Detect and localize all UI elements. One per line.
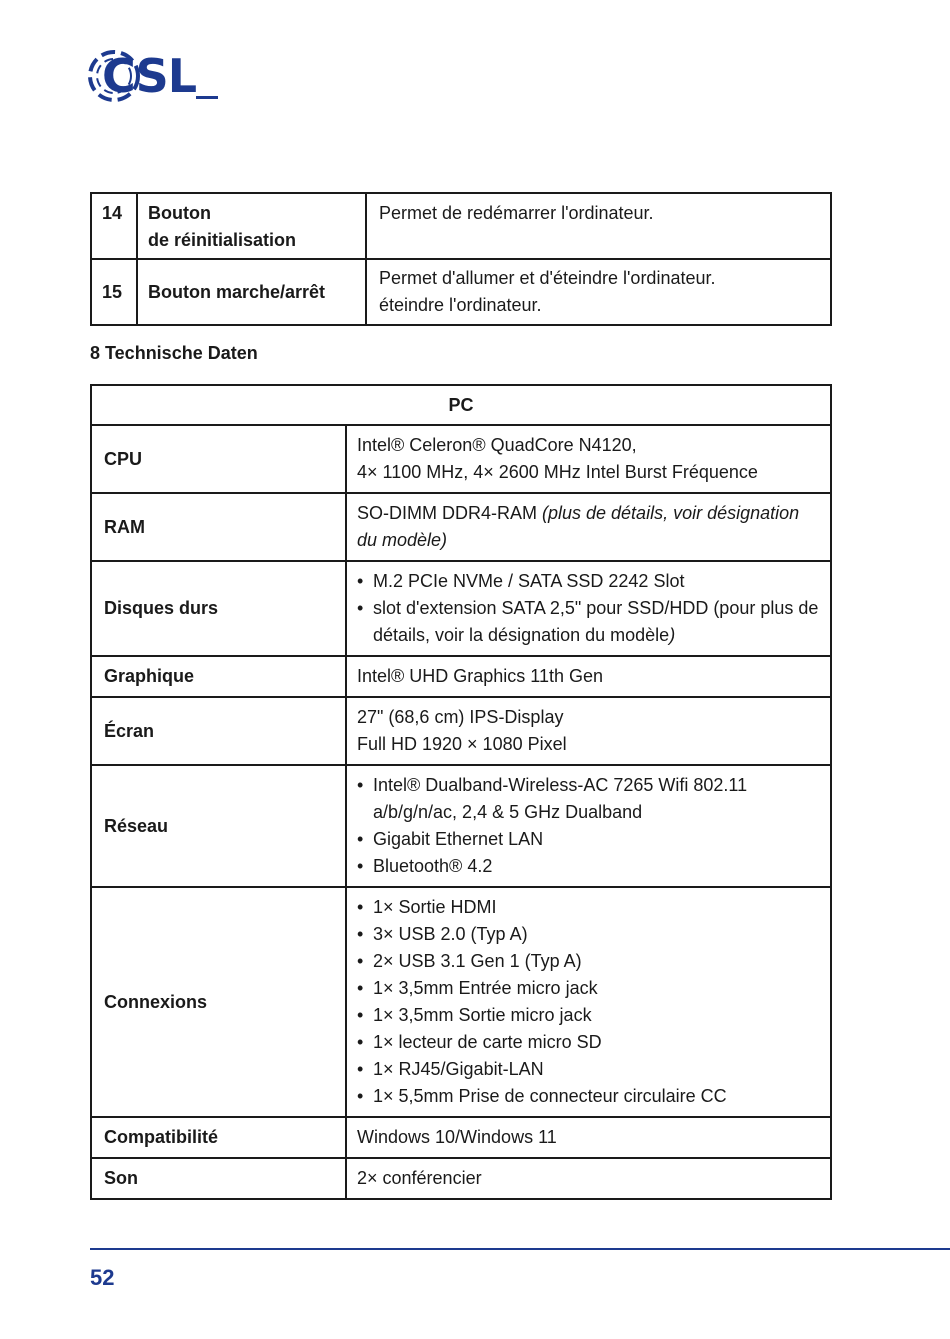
- spec-row-disks: [91, 561, 831, 656]
- list-item: • 1× RJ45/Gigabit-LAN: [357, 1056, 820, 1083]
- spec-value: 2× conférencier: [346, 1158, 831, 1199]
- list-item: • 2× USB 3.1 Gen 1 (Typ A): [357, 948, 820, 975]
- row-description: [366, 259, 831, 325]
- spec-value: [346, 561, 831, 656]
- list-item: • 3× USB 2.0 (Typ A): [357, 921, 820, 948]
- list-item-text: slot d'extension SATA 2,5" pour SSD/HDD (pour plus de détails, voir la désignation du modèle: [373, 598, 819, 645]
- spec-value-note: (plus de détails, voir désignation du modèle): [357, 503, 800, 550]
- spec-row-compat: [91, 1117, 831, 1158]
- spec-key: Écran: [91, 697, 346, 765]
- list-item: • M.2 PCIe NVMe / SATA SSD 2242 Slot: [357, 568, 820, 595]
- spec-value-line: Intel® Celeron® QuadCore N4120,: [357, 435, 637, 455]
- table-row: [91, 193, 831, 259]
- spec-value: Windows 10/Windows 11: [346, 1117, 831, 1158]
- logo-text: CSL: [102, 49, 197, 103]
- row-description-line: éteindre l'ordinateur.: [379, 295, 542, 315]
- spec-key: Graphique: [91, 656, 346, 697]
- section-title: 8 Technische Daten: [90, 343, 258, 363]
- spec-key: RAM: [91, 493, 346, 561]
- spec-value: Intel® UHD Graphics 11th Gen: [346, 656, 831, 697]
- spec-value: [346, 425, 831, 493]
- spec-row-sound: [91, 1158, 831, 1199]
- table-header-row: [91, 385, 831, 425]
- spec-table: [90, 384, 832, 1200]
- spec-value: [346, 887, 831, 1117]
- row-label: [137, 193, 366, 259]
- row-number: 14: [91, 193, 137, 259]
- row-number: 15: [91, 259, 137, 325]
- page-number: 52: [90, 1265, 115, 1290]
- spec-value-text: SO-DIMM DDR4-RAM: [357, 503, 542, 523]
- row-label: Bouton marche/arrêt: [137, 259, 366, 325]
- spec-value-line: 27" (68,6 cm) IPS-Display: [357, 707, 564, 727]
- footer-divider: [90, 1248, 950, 1250]
- row-description-line: Permet d'allumer et d'éteindre l'ordinateur.: [379, 268, 716, 288]
- list-item: • Gigabit Ethernet LAN: [357, 826, 820, 853]
- spec-row-connections: [91, 887, 831, 1117]
- spec-key: Son: [91, 1158, 346, 1199]
- list-item-closing: ): [669, 625, 676, 645]
- list-item: • 1× Sortie HDMI: [357, 894, 820, 921]
- buttons-table: [90, 192, 832, 326]
- list-item: • 1× 5,5mm Prise de connecteur circulaire CC: [357, 1083, 820, 1110]
- list-item: • Bluetooth® 4.2: [357, 853, 820, 880]
- list-item: • Intel® Dualband-Wireless-AC 7265 Wifi 802.11 a/b/g/n/ac, 2,4 & 5 GHz Dualband: [357, 772, 820, 826]
- row-label-line: de réinitialisation: [148, 230, 297, 250]
- spec-row-screen: [91, 697, 831, 765]
- spec-row-network: [91, 765, 831, 887]
- row-description: Permet de redémarrer l'ordinateur.: [366, 193, 831, 259]
- table-header: PC: [91, 385, 831, 425]
- spec-key: CPU: [91, 425, 346, 493]
- spec-row-cpu: [91, 425, 831, 493]
- spec-value: [346, 697, 831, 765]
- list-item: • 1× 3,5mm Entrée micro jack: [357, 975, 820, 1002]
- row-label-line: Bouton: [148, 203, 211, 223]
- spec-value: [346, 765, 831, 887]
- spec-row-graphics: [91, 656, 831, 697]
- csl-logo: [88, 42, 223, 112]
- spec-key: Connexions: [91, 887, 346, 1117]
- table-row: [91, 259, 831, 325]
- list-item: • 1× 3,5mm Sortie micro jack: [357, 1002, 820, 1029]
- spec-key: Réseau: [91, 765, 346, 887]
- spec-value-line: Full HD 1920 × 1080 Pixel: [357, 734, 567, 754]
- spec-key: Disques durs: [91, 561, 346, 656]
- spec-key: Compatibilité: [91, 1117, 346, 1158]
- spec-row-ram: [91, 493, 831, 561]
- spec-value: [346, 493, 831, 561]
- list-item: • 1× lecteur de carte micro SD: [357, 1029, 820, 1056]
- list-item: [357, 595, 820, 649]
- spec-value-line: 4× 1100 MHz, 4× 2600 MHz Intel Burst Fréquence: [357, 462, 758, 482]
